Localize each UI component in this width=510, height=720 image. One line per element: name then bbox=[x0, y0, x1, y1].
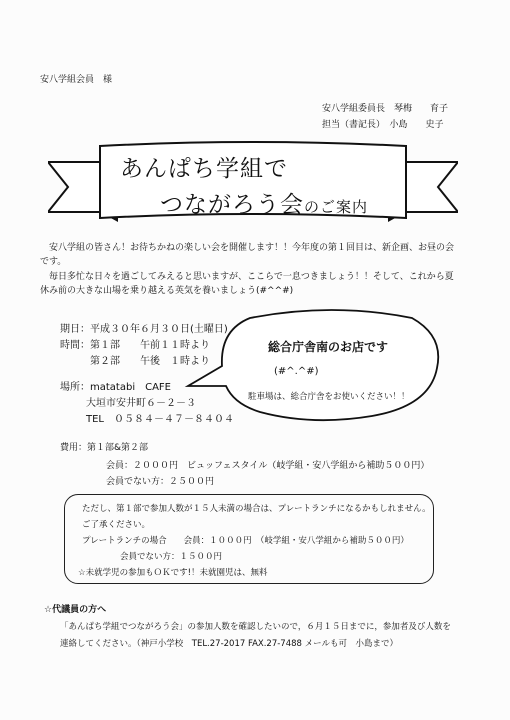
fee-member: 会員：２０００円 ビュッフェスタイル（岐学組・安八学組から補助５００円） bbox=[106, 461, 430, 471]
delegates-line-2: 連絡してください。（神戸小学校 TEL.27-2017 FAX.27-7488 メールも可 小島まで） bbox=[60, 639, 398, 649]
title-suffix: のご案内 bbox=[304, 198, 369, 216]
notice-line-1: ただし、第１部で参加人数が１５人未満の場合は、プレートランチになるかもしれません。 bbox=[82, 504, 431, 514]
intro-paragraph-1: 安八学組の皆さん！お待ちかねの楽しい会を開催します！！今年度の第１回目は、新企画、お昼の会 です。 bbox=[40, 243, 455, 267]
venue-phone: TEL ０５８４－４７－８４０４ bbox=[86, 414, 234, 425]
venue-address: 大垣市安井町６－２－３ bbox=[86, 398, 196, 409]
sender-chair: 安八学組委員長 琴梅 育子 bbox=[322, 104, 449, 114]
title-line-1: あんぱち学組で bbox=[120, 156, 288, 182]
event-date: 期日：平成３０年６月３０日(土曜日) bbox=[60, 324, 228, 335]
parking-note: 駐車場は、総合庁舎をお使いください！！ bbox=[248, 392, 410, 402]
time-part-2: 第２部 午後 １時より bbox=[60, 356, 210, 367]
sender-contact: 担当（書記長） 小島 史子 bbox=[322, 120, 444, 130]
bubble-heading: 総合庁舎南のお店です bbox=[268, 340, 389, 354]
notice-line-2: ご了承ください。 bbox=[82, 520, 151, 530]
notice-plate-nonmember-fee: 会員でない方：１５００円 bbox=[120, 552, 223, 562]
delegates-line-1: 「あんぱち学組でつながろう会」の参加人数を確認したいので，６月１５日までに，参加者及び人数を bbox=[60, 622, 451, 632]
bubble-emoticon: (#^.^#) bbox=[274, 366, 319, 377]
intro-paragraph-2: 毎日多忙な日々を過ごしてみえると思いますが、ここらで一息つきましょう！！そして、これから夏 休み前の大きな山場を乗り越える英気を養いましょう(#^^#) bbox=[40, 272, 454, 296]
title-line-2 bbox=[160, 186, 368, 219]
fee-label: 費用：第１部&第２部 bbox=[60, 443, 149, 453]
notice-children: ☆未就学児の参加もＯＫです!！未就園児は、無料 bbox=[78, 568, 268, 578]
notice-plate-lunch-fee: プレートランチの場合 会員：１０００円 （岐学組・安八学組から補助５００円） bbox=[82, 536, 409, 546]
title-main: つながろう会 bbox=[160, 192, 304, 218]
delegates-heading: ☆代議員の方へ bbox=[44, 605, 107, 615]
venue-name: 場所：matatabi CAFE bbox=[60, 382, 171, 393]
time-part-1: 時間：第１部 午前１１時より bbox=[60, 340, 210, 351]
fee-nonmember: 会員でない方：２５００円 bbox=[106, 477, 215, 487]
addressee: 安八学組会員 様 bbox=[40, 75, 113, 85]
